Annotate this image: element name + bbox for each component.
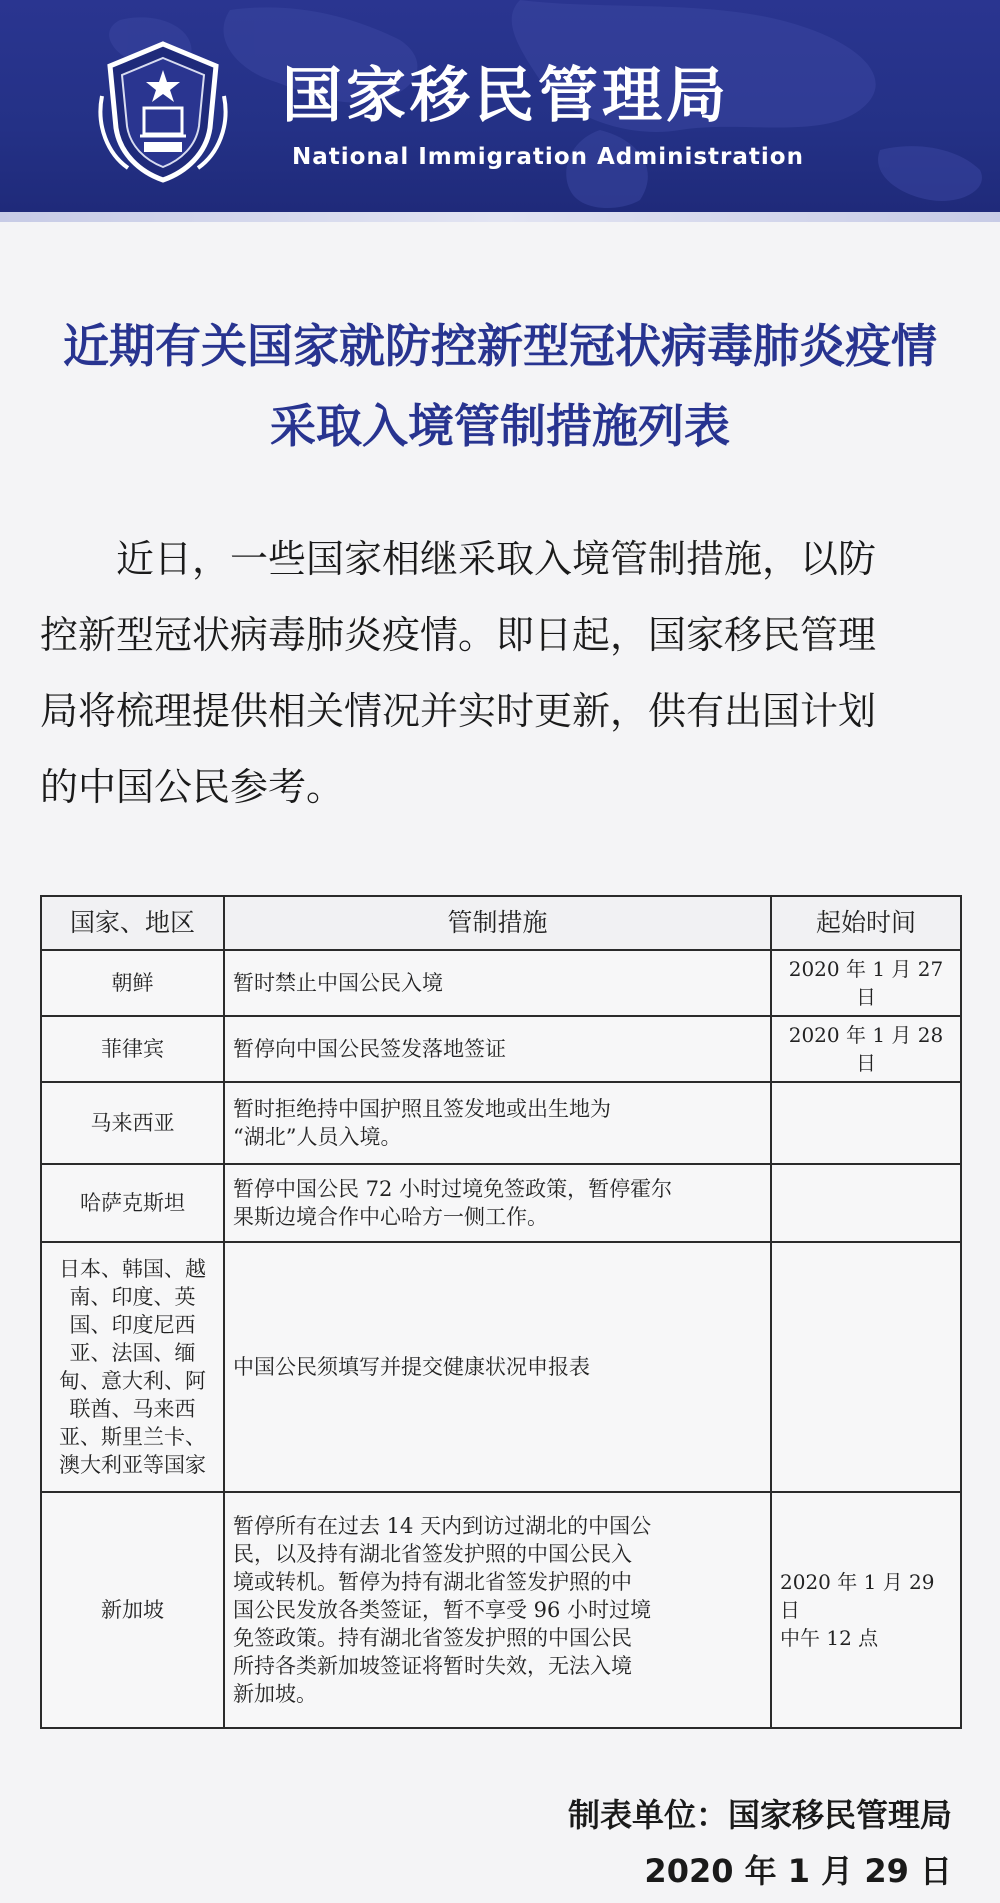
country-cell: 日本、韩国、越 南、印度、英 国、印度尼西 亚、法国、缅 甸、意大利、阿 联酋、马来西 亚、斯里兰卡、 澳大利亚等国家: [41, 1242, 224, 1492]
country-cell: 新加坡: [41, 1492, 224, 1728]
intro-line-1: 近日，一些国家相继采取入境管制措施，以防: [40, 537, 877, 581]
date-cell: [771, 1242, 961, 1492]
table-row: [41, 1016, 961, 1082]
intro-line-2: 控新型冠状病毒肺炎疫情。即日起，国家移民管理: [40, 613, 877, 657]
issue-date: 2020 年 1 月 29 日: [644, 1852, 952, 1890]
notice-title-line-1: 近期有关国家就防控新型冠状病毒肺炎疫情: [63, 319, 937, 373]
measure-cell: 暂停所有在过去 14 天内到访过湖北的中国公 民，以及持有湖北省签发护照的中国公民入 境或转机。暂停为持有湖北省签发护照的中 国公民发放各类签证，暂不享受 96 小时过境 免签政策。持有湖北省签发护照的中国公民 所持各类新加坡签证将暂时失效，无法入境 新加坡。: [224, 1492, 771, 1728]
notice-title-line-2: 采取入境管制措施列表: [270, 399, 730, 453]
police-emblem-icon: [88, 36, 238, 186]
table-row: [41, 950, 961, 1016]
measure-cell: 暂时拒绝持中国护照且签发地或出生地为 “湖北”人员入境。: [224, 1082, 771, 1164]
header-country: 国家、地区: [41, 896, 224, 950]
header-measure: 管制措施: [224, 896, 771, 950]
date-cell: [771, 1164, 961, 1242]
agency-name-cn: 国家移民管理局: [282, 61, 730, 131]
table-row: [41, 1164, 961, 1242]
measure-cell: 暂停中国公民 72 小时过境免签政策，暂停霍尔 果斯边境合作中心哈方一侧工作。: [224, 1164, 771, 1242]
intro-line-3: 局将梳理提供相关情况并实时更新，供有出国计划: [40, 689, 877, 733]
date-cell: 2020 年 1 月 27 日: [771, 950, 961, 1016]
country-cell: 马来西亚: [41, 1082, 224, 1164]
issuer-label: 制表单位：国家移民管理局: [567, 1796, 952, 1834]
banner-divider: [0, 212, 1000, 222]
agency-name-en: National Immigration Administration: [292, 144, 804, 170]
country-cell: 菲律宾: [41, 1016, 224, 1082]
country-cell: 朝鲜: [41, 950, 224, 1016]
measure-cell: 中国公民须填写并提交健康状况申报表: [224, 1242, 771, 1492]
country-cell: 哈萨克斯坦: [41, 1164, 224, 1242]
measure-cell: 暂时禁止中国公民入境: [224, 950, 771, 1016]
header-start-date: 起始时间: [771, 896, 961, 950]
table-row: [41, 1492, 961, 1728]
date-cell: 2020 年 1 月 28 日: [771, 1016, 961, 1082]
table-row: [41, 1082, 961, 1164]
table-header-row: [41, 896, 961, 950]
table-row: [41, 1242, 961, 1492]
date-cell: 2020 年 1 月 29 日 中午 12 点: [771, 1492, 961, 1728]
measure-cell: 暂停向中国公民签发落地签证: [224, 1016, 771, 1082]
header-banner: [0, 0, 1000, 212]
intro-line-4: 的中国公民参考。: [40, 765, 345, 809]
entry-control-table: [40, 895, 962, 1729]
date-cell: [771, 1082, 961, 1164]
